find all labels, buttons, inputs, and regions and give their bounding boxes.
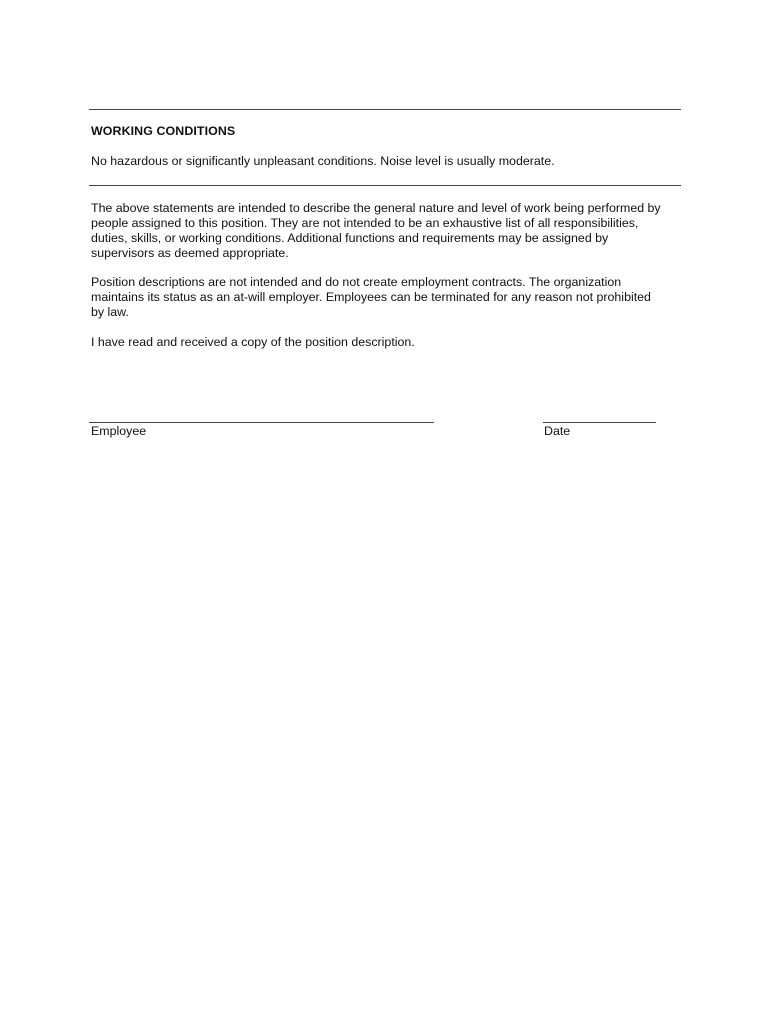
paragraph-line: supervisors as deemed appropriate. xyxy=(91,246,289,260)
disclaimer-paragraph xyxy=(91,201,681,261)
paragraph-line: The above statements are intended to describe the general nature and level of work being performed by xyxy=(91,201,661,215)
employee-label: Employee xyxy=(91,424,147,438)
top-divider xyxy=(89,109,681,110)
paragraph-line: I have read and received a copy of the position description. xyxy=(91,335,415,349)
paragraph-line: maintains its status as an at-will employer. Employees can be terminated for any reason not prohibited xyxy=(91,290,651,304)
section-divider xyxy=(89,185,681,186)
date-label: Date xyxy=(544,424,571,438)
paragraph-line: people assigned to this position. They are not intended to be an exhaustive list of all responsibilities, xyxy=(91,216,639,230)
employee-signature-line[interactable] xyxy=(89,422,434,423)
employment-paragraph xyxy=(91,275,681,320)
paragraph-line: duties, skills, or working conditions. Additional functions and requirements may be assigned by xyxy=(91,231,609,245)
paragraph-line: by law. xyxy=(91,305,129,319)
working-conditions-text: No hazardous or significantly unpleasant conditions. Noise level is usually moderate. xyxy=(91,154,555,168)
section-heading: WORKING CONDITIONS xyxy=(91,124,236,138)
paragraph-line: Position descriptions are not intended and do not create employment contracts. The organization xyxy=(91,275,622,289)
date-signature-line[interactable] xyxy=(543,422,656,423)
acknowledgement-paragraph xyxy=(91,335,681,350)
